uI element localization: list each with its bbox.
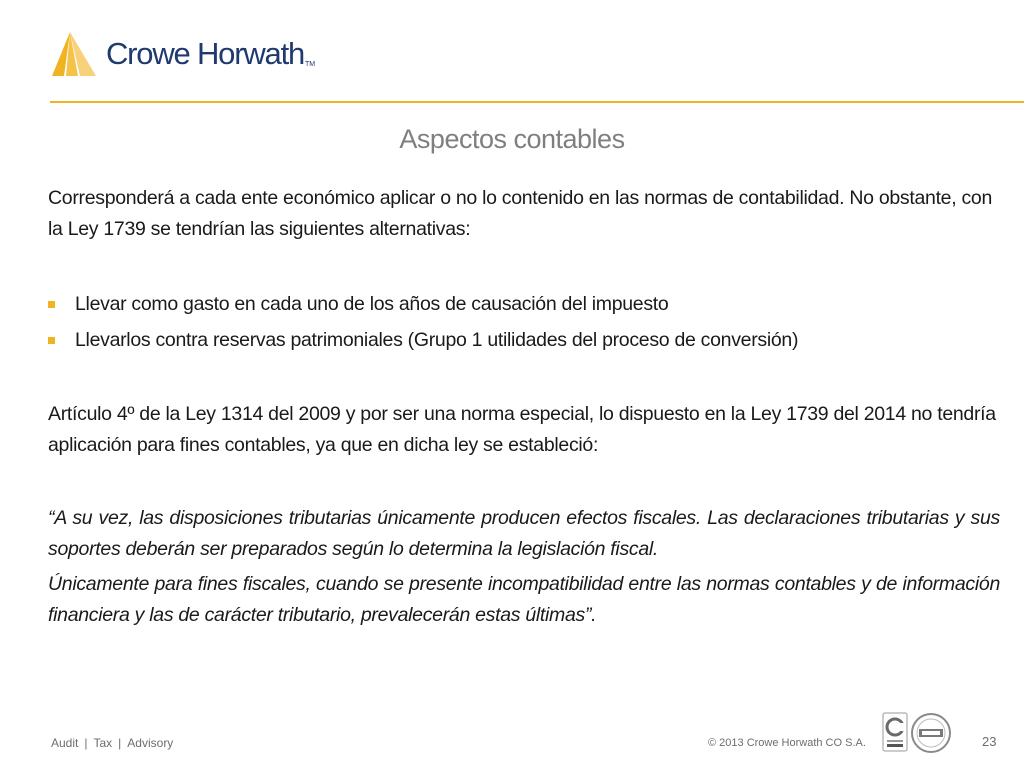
- bullet-text: Llevarlos contra reservas patrimoniales (Grupo 1 utilidades del proceso de conversión): [75, 329, 799, 351]
- service-tax: Tax: [93, 736, 113, 750]
- footer-separator: |: [118, 736, 122, 750]
- list-item: [48, 325, 1000, 356]
- header-divider: [50, 101, 1024, 103]
- company-logo: [50, 32, 315, 76]
- copyright-notice: © 2013 Crowe Horwath CO S.A.: [708, 737, 866, 749]
- service-advisory: Advisory: [127, 736, 174, 750]
- quote-paragraph: “A su vez, las disposiciones tributarias únicamente producen efectos fiscales. Las declaraciones tributarias y sus soportes deberán ser preparados según lo determina la legislación fiscal.: [48, 507, 1000, 560]
- quote-paragraph: Únicamente para fines fiscales, cuando se presente incompatibilidad entre las normas contables y de información financiera y las de carácter tributario, prevalecerán estas últimas”.: [48, 573, 1000, 626]
- bullet-text: Llevar como gasto en cada uno de los años de causación del impuesto: [75, 293, 669, 315]
- service-audit: Audit: [51, 736, 79, 750]
- crowe-horwath-mark-icon: [50, 32, 98, 76]
- certification-seal-icon: [882, 712, 908, 752]
- list-item: [48, 289, 1000, 320]
- footer-separator: |: [84, 736, 88, 750]
- footer-services: [51, 736, 173, 750]
- legal-quote: [48, 503, 1000, 635]
- page-number: 23: [982, 734, 997, 749]
- square-bullet-icon: [48, 301, 55, 308]
- square-bullet-icon: [48, 337, 55, 344]
- trademark-mark: TM: [305, 61, 316, 68]
- brand-name: Crowe Horwath: [106, 36, 305, 71]
- slide-title: Aspectos contables: [399, 124, 625, 154]
- iqnet-seal-icon: [910, 712, 952, 754]
- intro-paragraph: Corresponderá a cada ente económico aplicar o no lo contenido en las normas de contabilidad. No obstante, con la Ley 1739 se tendrían las siguientes alternativas:: [48, 187, 993, 240]
- article-paragraph: Artículo 4º de la Ley 1314 del 2009 y por ser una norma especial, lo dispuesto en la Ley 1739 del 2014 no tendría aplicación para fines contables, ya que en dicha ley se estableció:: [48, 403, 996, 456]
- bullet-list: [48, 289, 1000, 361]
